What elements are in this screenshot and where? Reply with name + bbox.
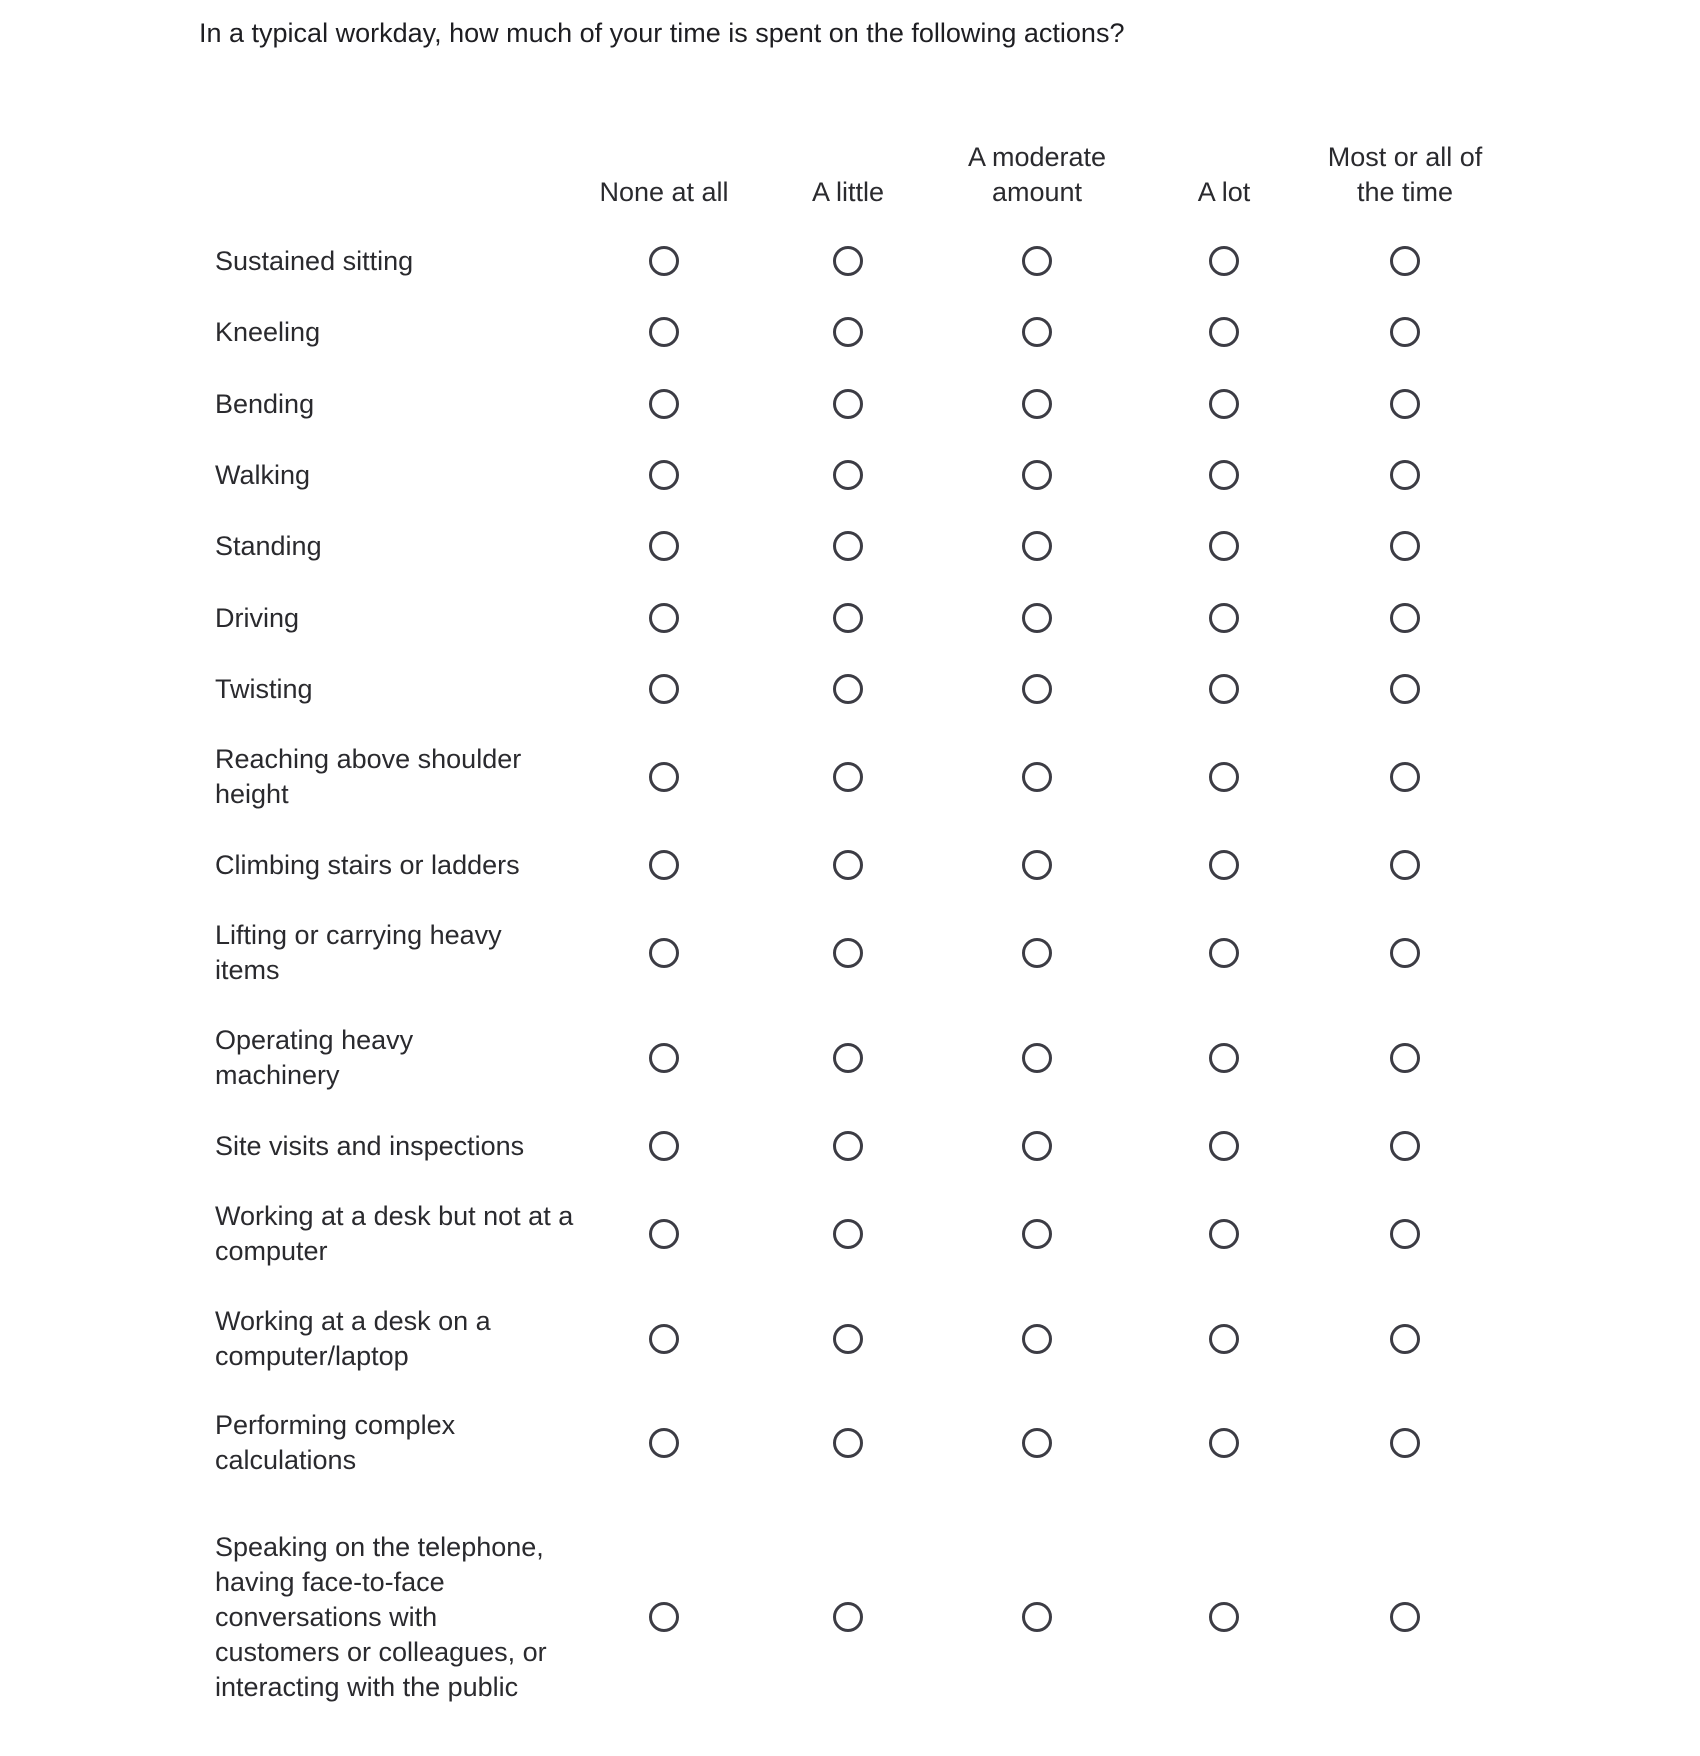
radio-site-visits-and-inspections-none-at-all[interactable] (649, 1131, 679, 1161)
radio-twisting-a-lot[interactable] (1209, 674, 1239, 704)
radio-bending-none-at-all[interactable] (649, 389, 679, 419)
radio-climbing-stairs-or-ladders-a-moderate-amount[interactable] (1022, 850, 1052, 880)
row-label-walking: Walking (215, 459, 311, 490)
radio-site-visits-and-inspections-most-or-all-of-the-time[interactable] (1390, 1131, 1420, 1161)
radio-walking-a-little[interactable] (833, 460, 863, 490)
row-label-standing: Standing (215, 530, 322, 561)
radio-climbing-stairs-or-ladders-a-lot[interactable] (1209, 850, 1239, 880)
radio-lifting-or-carrying-heavy-items-a-moderate-amount[interactable] (1022, 938, 1052, 968)
radio-lifting-or-carrying-heavy-items-none-at-all[interactable] (649, 938, 679, 968)
radio-walking-none-at-all[interactable] (649, 460, 679, 490)
radio-standing-a-moderate-amount[interactable] (1022, 531, 1052, 561)
radio-reaching-above-shoulder-height-most-or-all-of-the-time[interactable] (1390, 762, 1420, 792)
radio-kneeling-a-moderate-amount[interactable] (1022, 317, 1052, 347)
radio-sustained-sitting-a-little[interactable] (833, 246, 863, 276)
radio-twisting-none-at-all[interactable] (649, 674, 679, 704)
radio-performing-complex-calculations-none-at-all[interactable] (649, 1428, 679, 1458)
radio-operating-heavy-machinery-a-little[interactable] (833, 1043, 863, 1073)
radio-driving-a-lot[interactable] (1209, 603, 1239, 633)
radio-reaching-above-shoulder-height-a-lot[interactable] (1209, 762, 1239, 792)
radio-standing-a-lot[interactable] (1209, 531, 1239, 561)
radio-operating-heavy-machinery-none-at-all[interactable] (649, 1043, 679, 1073)
radio-bending-a-little[interactable] (833, 389, 863, 419)
radio-sustained-sitting-a-moderate-amount[interactable] (1022, 246, 1052, 276)
question-title: In a typical workday, how much of your time is spent on the following actions? (199, 18, 1125, 48)
radio-reaching-above-shoulder-height-none-at-all[interactable] (649, 762, 679, 792)
radio-lifting-or-carrying-heavy-items-a-lot[interactable] (1209, 938, 1239, 968)
radio-speaking-on-the-telephone-having-face-to-a-little[interactable] (833, 1602, 863, 1632)
radio-kneeling-none-at-all[interactable] (649, 317, 679, 347)
radio-kneeling-most-or-all-of-the-time[interactable] (1390, 317, 1420, 347)
column-header-a-little (748, 136, 948, 210)
row-label-reaching-above-shoulder-height: Reaching above shoulder height (215, 744, 522, 809)
column-header-most-or-all-of-the-time (1305, 136, 1505, 210)
radio-site-visits-and-inspections-a-little[interactable] (833, 1131, 863, 1161)
radio-climbing-stairs-or-ladders-none-at-all[interactable] (649, 850, 679, 880)
row-label-sustained-sitting: Sustained sitting (215, 245, 414, 276)
column-header-label: A moderate amount (967, 142, 1107, 207)
radio-performing-complex-calculations-a-moderate-amount[interactable] (1022, 1428, 1052, 1458)
radio-operating-heavy-machinery-a-moderate-amount[interactable] (1022, 1043, 1052, 1073)
radio-twisting-a-little[interactable] (833, 674, 863, 704)
radio-working-at-a-desk-on-a-computer-laptop-a-little[interactable] (833, 1324, 863, 1354)
radio-walking-most-or-all-of-the-time[interactable] (1390, 460, 1420, 490)
row-label-bending: Bending (215, 388, 315, 419)
radio-bending-a-lot[interactable] (1209, 389, 1239, 419)
radio-standing-most-or-all-of-the-time[interactable] (1390, 531, 1420, 561)
radio-operating-heavy-machinery-a-lot[interactable] (1209, 1043, 1239, 1073)
radio-working-at-a-desk-but-not-at-a-computer-a-lot[interactable] (1209, 1219, 1239, 1249)
radio-working-at-a-desk-but-not-at-a-computer-most-or-all-of-the-time[interactable] (1390, 1219, 1420, 1249)
column-header-label: A little (811, 177, 885, 207)
radio-climbing-stairs-or-ladders-most-or-all-of-the-time[interactable] (1390, 850, 1420, 880)
radio-kneeling-a-lot[interactable] (1209, 317, 1239, 347)
radio-standing-none-at-all[interactable] (649, 531, 679, 561)
radio-performing-complex-calculations-a-lot[interactable] (1209, 1428, 1239, 1458)
radio-sustained-sitting-none-at-all[interactable] (649, 246, 679, 276)
radio-speaking-on-the-telephone-having-face-to-most-or-all-of-the-time[interactable] (1390, 1602, 1420, 1632)
column-header-a-moderate-amount (937, 136, 1137, 210)
row-label-kneeling: Kneeling (215, 316, 321, 347)
radio-twisting-most-or-all-of-the-time[interactable] (1390, 674, 1420, 704)
radio-performing-complex-calculations-most-or-all-of-the-time[interactable] (1390, 1428, 1420, 1458)
radio-working-at-a-desk-on-a-computer-laptop-a-lot[interactable] (1209, 1324, 1239, 1354)
radio-driving-none-at-all[interactable] (649, 603, 679, 633)
row-label-speaking-on-the-telephone-having-face-to: Speaking on the telephone, having face-to-face conversations with customers or colleagues, or interacting with the public (215, 1531, 547, 1702)
radio-bending-most-or-all-of-the-time[interactable] (1390, 389, 1420, 419)
radio-driving-most-or-all-of-the-time[interactable] (1390, 603, 1420, 633)
radio-performing-complex-calculations-a-little[interactable] (833, 1428, 863, 1458)
radio-reaching-above-shoulder-height-a-little[interactable] (833, 762, 863, 792)
radio-climbing-stairs-or-ladders-a-little[interactable] (833, 850, 863, 880)
radio-kneeling-a-little[interactable] (833, 317, 863, 347)
column-header-label: A lot (1197, 177, 1251, 207)
radio-site-visits-and-inspections-a-moderate-amount[interactable] (1022, 1131, 1052, 1161)
radio-twisting-a-moderate-amount[interactable] (1022, 674, 1052, 704)
radio-reaching-above-shoulder-height-a-moderate-amount[interactable] (1022, 762, 1052, 792)
radio-working-at-a-desk-but-not-at-a-computer-a-moderate-amount[interactable] (1022, 1219, 1052, 1249)
column-header-label: Most or all of the time (1327, 142, 1483, 207)
radio-speaking-on-the-telephone-having-face-to-none-at-all[interactable] (649, 1602, 679, 1632)
radio-lifting-or-carrying-heavy-items-a-little[interactable] (833, 938, 863, 968)
radio-standing-a-little[interactable] (833, 531, 863, 561)
radio-bending-a-moderate-amount[interactable] (1022, 389, 1052, 419)
row-label-performing-complex-calculations: Performing complex calculations (215, 1410, 456, 1475)
row-label-climbing-stairs-or-ladders: Climbing stairs or ladders (215, 849, 520, 880)
row-label-site-visits-and-inspections: Site visits and inspections (215, 1130, 525, 1161)
radio-sustained-sitting-most-or-all-of-the-time[interactable] (1390, 246, 1420, 276)
radio-site-visits-and-inspections-a-lot[interactable] (1209, 1131, 1239, 1161)
radio-working-at-a-desk-but-not-at-a-computer-a-little[interactable] (833, 1219, 863, 1249)
radio-driving-a-little[interactable] (833, 603, 863, 633)
radio-speaking-on-the-telephone-having-face-to-a-lot[interactable] (1209, 1602, 1239, 1632)
row-label-working-at-a-desk-on-a-computer-laptop: Working at a desk on a computer/laptop (215, 1306, 491, 1371)
radio-driving-a-moderate-amount[interactable] (1022, 603, 1052, 633)
column-header-label: None at all (599, 177, 729, 207)
radio-speaking-on-the-telephone-having-face-to-a-moderate-amount[interactable] (1022, 1602, 1052, 1632)
row-label-driving: Driving (215, 602, 300, 633)
column-header-a-lot (1124, 136, 1324, 210)
radio-operating-heavy-machinery-most-or-all-of-the-time[interactable] (1390, 1043, 1420, 1073)
radio-lifting-or-carrying-heavy-items-most-or-all-of-the-time[interactable] (1390, 938, 1420, 968)
radio-sustained-sitting-a-lot[interactable] (1209, 246, 1239, 276)
row-label-lifting-or-carrying-heavy-items: Lifting or carrying heavy items (215, 920, 502, 985)
radio-working-at-a-desk-on-a-computer-laptop-a-moderate-amount[interactable] (1022, 1324, 1052, 1354)
row-label-working-at-a-desk-but-not-at-a-computer: Working at a desk but not at a computer (215, 1201, 574, 1266)
radio-working-at-a-desk-but-not-at-a-computer-none-at-all[interactable] (649, 1219, 679, 1249)
row-label-operating-heavy-machinery: Operating heavy machinery (215, 1025, 414, 1090)
radio-working-at-a-desk-on-a-computer-laptop-most-or-all-of-the-time[interactable] (1390, 1324, 1420, 1354)
row-label-twisting: Twisting (215, 673, 313, 704)
column-header-none-at-all (564, 136, 764, 210)
radio-walking-a-lot[interactable] (1209, 460, 1239, 490)
radio-working-at-a-desk-on-a-computer-laptop-none-at-all[interactable] (649, 1324, 679, 1354)
radio-walking-a-moderate-amount[interactable] (1022, 460, 1052, 490)
